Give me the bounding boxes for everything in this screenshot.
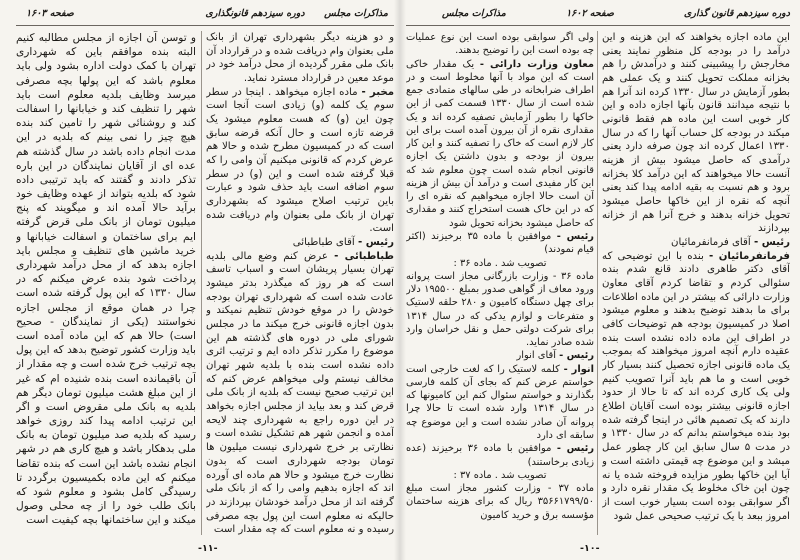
speech-text: آقای فرمانفرمائیان <box>670 237 751 249</box>
page-number-label: صفحه ۱۶۰۳ <box>26 8 74 19</box>
speaker-name: رئیس - <box>559 350 594 362</box>
speech-text: بنده با این توضیحی که آقای دکتر طاهری دادند قانع شدم بنده سئوالی کردم و تقاضا کردم آقای معاون وزارت دارائی که بیشتر در این ماده اطلاعات برای ما بدهند توضیح بدهند و معلوم میشود اصلا در کمیسیون بودجه هم توضیحات کافی در اطراف این ماده داده نشده است بنده عقیده دارم آنچه امروز میخواهند که بموجب یک ماده قانونی اجازه تحصیل کنند بسیار کار خوبی است و ما هم باید آنرا تصویب کنیم ولی یک کاری کرده اند که تا حالا از حدود اجازه قانونی بیشتر بوده است آقایان اطلاع دارند که یک تصمیم هائی در اینجا گرفته شده بود بنده میخواستم بدانم که در سال ۱۳۳۰ و در مدت ۵ سال سابق این کار چطور عمل میشد و این موضوع چه قیمتی داشته است و آیا این خاکها بطور مزایده فروخته شده یا نه چون این خاک مخلوط یک مقدار نقره دارد و اگر سوابقی بوده است بسیار خوب است از امروز ببعد با یک ترتیب صحیحی عمل شود <box>602 250 790 522</box>
paragraph-text: این ماده اجازه بخواهند که این هزینه و این درآمد را در بودجه کل منظور نمایند یعنی مخارجش را پیشبینی کنند و درآمدش را هم بخزانه مملکت تحویل کنند و یک عملی هم بطور آزمایش در سال ۱۳۳۰ کرده اند آنرا هم با نتیجه میدانند قانون بآنها اجازه داده و این کار خوبی است این ماده هم فقط قانونی میکند در بودجه کل حساب آنها را که در سال ۱۳۳۰ اعمال کرده اند چون صرفه دارد یعنی درآمدی که حاصل میشود بیش از هزینه آنست حالا میخواهند که این درآمد کلا بخزانه برود و هم نسبت به بقیه ادامه پیدا کند یعنی آنچه که نقره از این خاکها حاصل میشود تحویل خزانه بدهند و خرج آنرا هم از خزانه بپردازند <box>602 32 790 235</box>
paragraph <box>206 31 394 86</box>
speech-paragraph <box>406 349 594 362</box>
speaker-name: مخبر - <box>361 86 394 98</box>
speaker-name: رئیس - <box>357 237 394 249</box>
speech-paragraph <box>406 58 594 230</box>
speaker-name: معاون وزارت دارائی - <box>479 58 594 70</box>
speech-paragraph <box>406 442 594 469</box>
page-number-label: صفحه ۱۶۰۲ <box>566 8 614 19</box>
paragraph <box>16 31 196 528</box>
speaker-name: رئیس - <box>556 443 594 455</box>
speech-text: آقای انوار <box>516 350 556 362</box>
paragraph-text: ولی اگر سوابقی بوده است این نوع عملیات چه بوده است این را توضیح بدهند. <box>406 32 594 57</box>
text-column-right <box>602 31 790 537</box>
text-column-left <box>16 31 196 537</box>
publication-title: مذاکرات مجلس <box>442 8 506 19</box>
speech-text: یک مقدار خاکی است که این مواد با آنها مخلوط است و در اطراف ضرابخانه در طی سالهای متمادی جمع شده است از سال ۱۳۳۰ قسمت کمی از این خاکها را بطور آزمایش تصفیه کرده اند و یک مقداری نقره از آن بیرون آمده است برای این کار لازم است که خاک را تصفیه کنند و این کار بیرون از بودجه و بدون داشتن یک اجازه قانونی انجام شده است چون معلوم شد که این کار مفیدی است و درآمد آن بیش از هزینه آن است حالا اجازه میخواهیم که نقره ای را که در این خاک هست استخراج کنند و مقداری که حاصل میشود بخزانه تحویل شود <box>406 58 594 229</box>
speaker-name: فرمانفرمائیان - <box>709 250 790 262</box>
speech-paragraph <box>206 236 394 250</box>
vote-result-heading: تصویب شد . ماده ۳۷ : <box>453 469 547 481</box>
paragraph-text: و دو هزینه دیگر بشهرداری تهران از بانک ملی بعنوان وام دریافت شده و در قرارداد آن بانک ملی مقرر گردیده از محل درآمد خود در موعد معین در قرارداد مسترد نماید. <box>206 32 394 85</box>
paragraph <box>406 31 594 58</box>
text-column-right <box>206 31 394 537</box>
header-rule <box>406 25 790 26</box>
column-divider <box>201 31 202 535</box>
speaker-name: رئیس - <box>753 237 790 249</box>
paragraph-text: و توسن آن اجازه از مجلس مطالبه کنیم البته بنده موافقم باین که شهرداری تهران با کمک دولت اداره بشود ولی باید معلوم باشد که این پولها بچه مصرفی میرسد وظایف بلدیه معلوم است باید شهر را تنظیف کند و خیابانها را اسفالت کند و روشنائی شهر را تامین کند بنده هیچ چیز را نمی بینم که بلدیه در این مدت انجام داده باشد در سال گذشته هم عده ای از آقایان نمایندگان در این باره تذکر دادند و گفتند که باید ترتیبی داده شود که بلدیه بتواند از عهده وظایف خود برآید حالا آمده اند و میگویند که پنج میلیون تومان از بانک ملی قرض گرفته ایم برای ساختمان و اسفالت خیابانها و خرید ماشین های تنظیف و مجلس باید اجازه بدهد که از محل درآمد شهرداری پرداخت شود بنده عرض میکنم که در سال ۱۳۳۰ که این پول گرفته شده است چرا در همان موقع از مجلس اجازه نخواستند (یکی از نمایندگان - صحیح است) حالا هم که این ماده آمده است باید وزارت کشور توضیح بدهد که این پول بچه ترتیب خرج شده است و چه مقدار از آن باقیمانده است بنده شنیده ام که غیر از این مبلغ هشت میلیون تومان دیگر هم بلدیه به بانک ملی مقروض است و اگر این ترتیب ادامه پیدا کند روزی خواهد رسید که بلدیه صد میلیون تومان به بانک ملی بدهکار باشد و هیچ کاری هم در شهر انجام نشده باشد این است که بنده تقاضا میکنم که این ماده بکمیسیون برگردد تا رسیدگی کامل بشود و معلوم شود که بانک طلب خود را از چه محلی وصول میکند و این ساختمانها بچه کیفیت است <box>16 32 196 527</box>
session-title: دوره سیزدهم قانون گذاری <box>683 8 790 19</box>
vote-result-heading: تصویب شد . ماده ۳۶ : <box>453 257 547 269</box>
session-title: دوره سیزدهم قانونگذاری <box>205 8 305 19</box>
paragraph <box>602 31 790 236</box>
column-divider <box>597 31 598 535</box>
speech-paragraph <box>406 363 594 443</box>
speaker-name: رئیس - <box>556 230 594 242</box>
speech-paragraph <box>602 236 790 250</box>
speech-paragraph <box>406 230 594 257</box>
speaker-name: انوار - <box>563 363 594 375</box>
article-text <box>406 270 594 350</box>
article-text <box>406 482 594 522</box>
speech-text: ماده اجازه میخواهد . اینجا در سطر سوم یک کلمه (و) زیادی است آنجا است چون این (و) که هست معلوم میشود یک قرضه تازه است و حال آنکه قرضه سابق است که در کمیسیون مطرح شده و حالا هم عرض کردم که قانونی میکنیم آن وامی را که قبلا گرفته شده است و این (و) در سطر سوم اضافه است باید حذف شود و عبارت باین ترتیب اصلاح میشود که بشهرداری تهران از بانک ملی بعنوان وام دریافت شده است. <box>206 86 394 235</box>
speech-paragraph <box>206 250 394 537</box>
page-footer-number: -۱۰- <box>580 543 600 554</box>
header-rule <box>16 25 394 26</box>
publication-title: مذاکرات مجلس <box>324 8 388 19</box>
speech-paragraph <box>602 250 790 523</box>
speech-text: موافقین با ماده ۳۶ برخیزند (عده زیادی برخاستند) <box>406 443 594 468</box>
paragraph-text: ماده ۳۷ - وزارت کشور مجاز است مبلغ ۳۵۶۶۱۷۹۹/۵۰ ریال که برای هزینه ساختمان مؤسسه برق و خرید کامیون <box>406 483 594 521</box>
speaker-name: طباطبائی - <box>334 250 394 262</box>
speech-text: کلمه لاستیک را که لغت خارجی است خواستم عرض کنم که بجای آن کلمه فارسی بگذارند و خواستم سئوال کنم این کامیونها که در سال ۱۳۱۴ وارد شده است تا حالا چرا پروانه آن صادر نشده است و این موضوع چه سابقه ای دارد <box>406 363 594 441</box>
page-footer-number: -۱۱- <box>198 543 218 554</box>
speech-text: عرض کنم وضع مالی بلدیه تهران بسیار پریشان است و اسباب تاسف است که هر روز که میگذرد بدتر میشود عادت شده است که شهرداری تهران بودجه خودش را در موقع خودش تنظیم نمیکند و بدون اجازه قانونی خرج میکند ما در مجلس شورای ملی در دوره های گذشته هم این موضوع را مکرر تذکر داده ایم و ترتیب اثری داده نشده است بنده با بلدیه شهر تهران مخالف نیستم ولی میخواهم عرض کنم که این ترتیب صحیح نیست که بلدیه از بانک ملی قرض کند و بعد بیاید از مجلس اجازه بخواهد در این دوره راجع به شهرداری چند لایحه آمده و انجمن شهر هم تشکیل نشده است و نظارتی بر خرج شهرداری نیست میلیون ها تومان بودجه شهرداری است که بدون نظارت خرج میشود و حالا هم ماده ای آورده اند که اجازه بدهیم وامی را که از بانک ملی گرفته اند از محل درآمد خودشان بپردازند در حالیکه نه معلوم است این پول بچه مصرفی رسیده و نه معلوم است که چه مقدار است <box>206 250 394 536</box>
speech-paragraph <box>206 86 394 236</box>
paragraph-text: ماده ۳۶ - وزارت بازرگانی مجاز است پروانه ورود معاف از گواهی صدور بمبلغ ۱۹۵۵۰۰ دلار برای چهل دستگاه کامیون و ۲۸۰ حلقه لاستیک و متفرعات و لوازم یدکی که در سال ۱۳۱۴ برای شرکت دولتی حمل و نقل خراسان وارد شده صادر نماید. <box>406 270 594 349</box>
speech-text: آقای طباطبائی <box>292 237 355 249</box>
speech-text: موافقین با ماده ۳۵ برخیزند (اکثر قیام نمودند) <box>406 230 594 256</box>
page-right <box>400 0 800 560</box>
text-column-left <box>406 31 594 537</box>
